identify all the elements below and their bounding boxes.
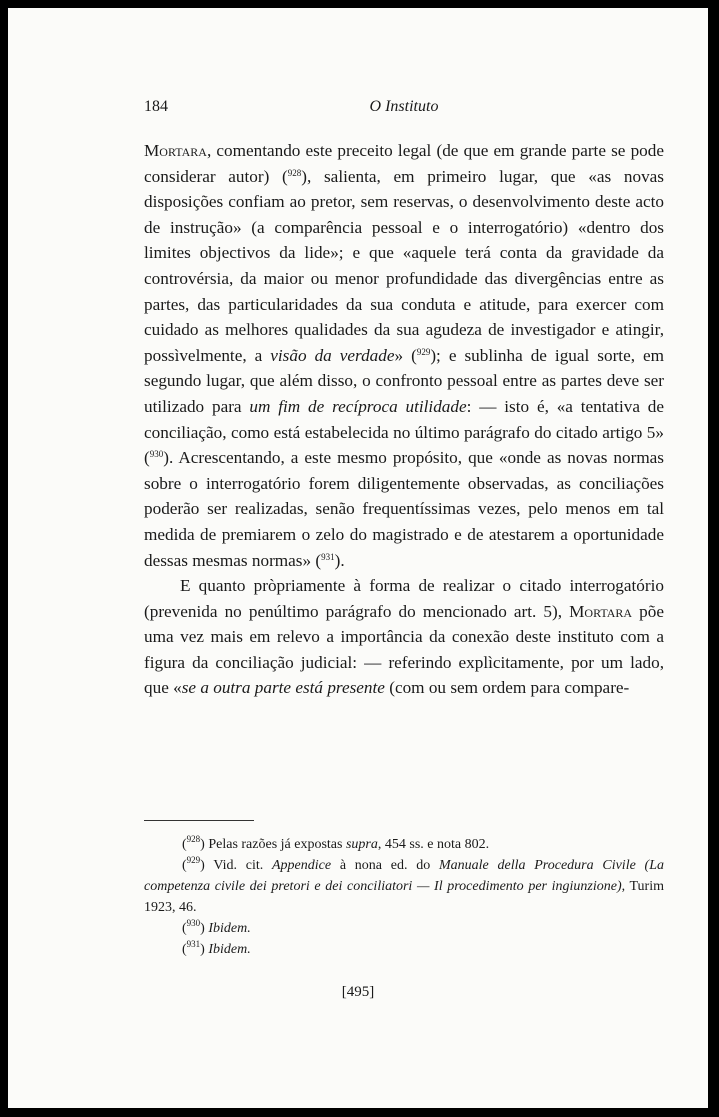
- italic-phrase: Ibidem.: [208, 921, 251, 936]
- footnote-separator: [144, 820, 254, 821]
- footnote-928: ($^{928}$) Pelas razões já expostas supra, 454 ss. e nota 802.: [182, 834, 490, 852]
- text-run: » (: [394, 345, 417, 365]
- italic-phrase: Appendice: [272, 858, 332, 873]
- author-name: Mortara: [144, 141, 207, 160]
- text-run: Vid. cit.: [213, 858, 272, 873]
- body-text: [144, 138, 664, 701]
- footnote-number: 929: [186, 855, 201, 865]
- footnote-number: 931: [186, 939, 201, 949]
- italic-phrase: visão da verdade: [270, 345, 395, 365]
- footnotes: [144, 834, 664, 960]
- text-run: , 454 ss. e nota 802.: [377, 837, 490, 852]
- footnote-ref-928: 928: [287, 167, 302, 178]
- text-run: ), salienta, em primeiro lugar, que «as novas disposições confiam ao pretor, sem reservas, o desenvolvimento deste acto de instrução» (a comparência pessoal e o interrogatório) «dentro dos limites objectivos da lide»; e que «aquele terá conta da gravidade da controvérsia, da maior ou menor profundidade das divergências entre as partes, das particularidades da sua conduta e atitude, para exercer com cuidado as melhores qualidades da sua agudeza de investigador e atingir, possìvelmente, a: [144, 166, 664, 365]
- page-header: [144, 98, 664, 120]
- italic-phrase: um fim de recíproca utilidade: [249, 396, 467, 416]
- italic-phrase: Manuale della Procedura Civile (La competenza civile dei pretori e dei conciliatori — Il procedimento per ingiunzione): [144, 858, 664, 894]
- running-title: O Instituto: [369, 98, 439, 115]
- footnote-number: 928: [186, 834, 201, 844]
- footnote-930: ($^{930}$) Ibidem.: [182, 918, 251, 936]
- text-run: , Turim 1923, 46.: [144, 879, 664, 915]
- text-run: põe uma vez mais em relevo a importância da conexão deste instituto com a figura da conciliação judicial: — referindo explìcitamente, por um lado, que «: [144, 601, 664, 698]
- paragraph-1: [144, 138, 664, 573]
- footnote-ref-930: 930: [149, 449, 164, 460]
- text-run: : — isto é, «a tentativa de conciliação, como está estabelecida no último parágrafo do citado artigo 5» (: [144, 396, 665, 468]
- italic-phrase: Ibidem.: [208, 942, 251, 957]
- text-run: à nona ed. do: [331, 858, 439, 873]
- folio-number: [495]: [341, 984, 375, 1000]
- footnote-number: 930: [186, 918, 201, 928]
- footnote-ref-931: 931: [321, 551, 335, 562]
- text-run: , comentando este preceito legal (de que em grande parte se pode considerar autor) (: [144, 141, 664, 186]
- text-run: ).: [334, 550, 345, 570]
- page-number: 184: [144, 98, 168, 115]
- author-name: Mortara: [569, 601, 633, 621]
- text-run: ); e sublinha de igual sorte, em segundo lugar, que além disso, o confronto pessoal entre as partes deve ser utilizado para: [144, 345, 665, 416]
- footnote-931: ($^{931}$) Ibidem.: [182, 939, 251, 957]
- text-run: (com ou sem ordem para compare-: [384, 678, 630, 698]
- text-run: ). Acrescentando, a este mesmo propósito, que «onde as novas normas sobre o interrogatório forem diligentemente observadas, as conciliações poderão ser realizadas, senão frequentíssimas vezes, pelo menos em tal medida de premiarem o zelo do magistrado e de atestarem a oportunidade dessas mesmas normas» (: [144, 448, 664, 570]
- text-run: E quanto pròpriamente à forma de realizar o citado interrogatório (prevenida no penúltimo parágrafo do mencionado art. 5),: [144, 576, 664, 621]
- text-run: Pelas razões já expostas: [208, 837, 346, 852]
- italic-phrase: supra: [345, 837, 378, 852]
- footnote-ref-929: 929: [416, 346, 431, 357]
- italic-phrase: se a outra parte está presente: [181, 678, 385, 698]
- footnote-929: ($^{929}$) Vid. cit. Appendice à nona ed. do Manuale della Procedura Civile (La competenza civile dei pretori e dei conciliatori — Il procedimento per ingiunzione), Turim 1923, 46.: [144, 855, 664, 915]
- paragraph-2: [144, 573, 664, 701]
- book-page: [8, 8, 708, 1108]
